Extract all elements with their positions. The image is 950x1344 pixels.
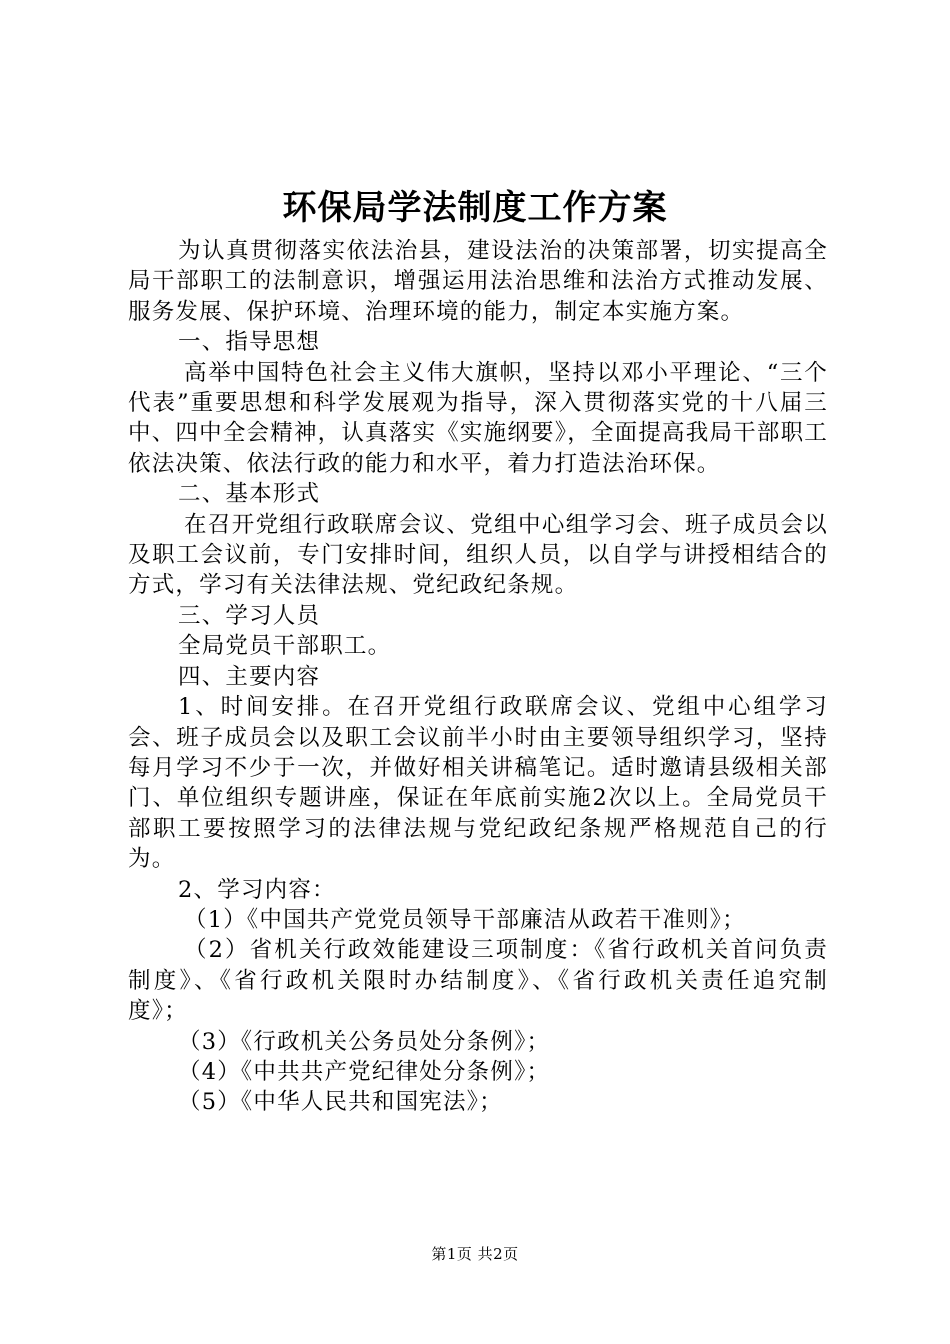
section-heading-guiding-ideology: 一、指导思想 [178, 329, 321, 356]
page-footer: 第1页 共2页 [431, 1245, 519, 1263]
list-item: （4）《中共共产党纪律处分条例》； [178, 1058, 551, 1085]
section-heading-basic-form: 二、基本形式 [178, 481, 321, 508]
basic-form-paragraph: 在召开党组行政联席会议、党组中心组学习会、班子成员会以及职工会议前，专门安排时间，组织人员，以自学与讲授相结合的方式，学习有关法律法规、党纪政纪条规。 [128, 511, 828, 599]
document-title: 环保局学法制度工作方案 [282, 188, 668, 228]
list-item: （3）《行政机关公务员处分条例》； [178, 1028, 551, 1055]
list-item: （2）省机关行政效能建设三项制度：《省行政机关首问负责制度》、《省行政机关限时办结制度》、《省行政机关责任追究制度》； [128, 937, 828, 1025]
document-body [128, 236, 828, 1118]
schedule-paragraph: 1、时间安排。在召开党组行政联席会议、党组中心组学习会、班子成员会以及职工会议前半小时由主要领导组织学习，坚持每月学习不少于一次，并做好相关讲稿笔记。适时邀请县级相关部门、单位组织专题讲座，保证在年底前实施2次以上。全局党员干部职工要按照学习的法律法规与党纪政纪条规严格规范自己的行为。 [128, 694, 828, 873]
participants-paragraph: 全局党员干部职工。 [178, 633, 392, 660]
list-item: （1）《中国共产党党员领导干部廉洁从政若干准则》； [184, 906, 746, 933]
list-item: （5）《中华人民共和国宪法》； [178, 1089, 503, 1116]
section-heading-main-content: 四、主要内容 [178, 663, 321, 690]
section-heading-participants: 三、学习人员 [178, 602, 321, 629]
study-content-heading: 2、学习内容： [178, 876, 336, 903]
intro-paragraph: 为认真贯彻落实依法治县，建设法治的决策部署，切实提高全局干部职工的法制意识，增强运用法治思维和法治方式推动发展、服务发展、保护环境、治理环境的能力，制定本实施方案。 [128, 238, 828, 325]
guiding-ideology-paragraph: 高举中国特色社会主义伟大旗帜，坚持以邓小平理论、“三个代表”重要思想和科学发展观为指导，深入贯彻落实党的十八届三中、四中全会精神，认真落实《实施纲要》，全面提高我局干部职工依法决策、依法行政的能力和水平，着力打造法治环保。 [128, 359, 828, 477]
